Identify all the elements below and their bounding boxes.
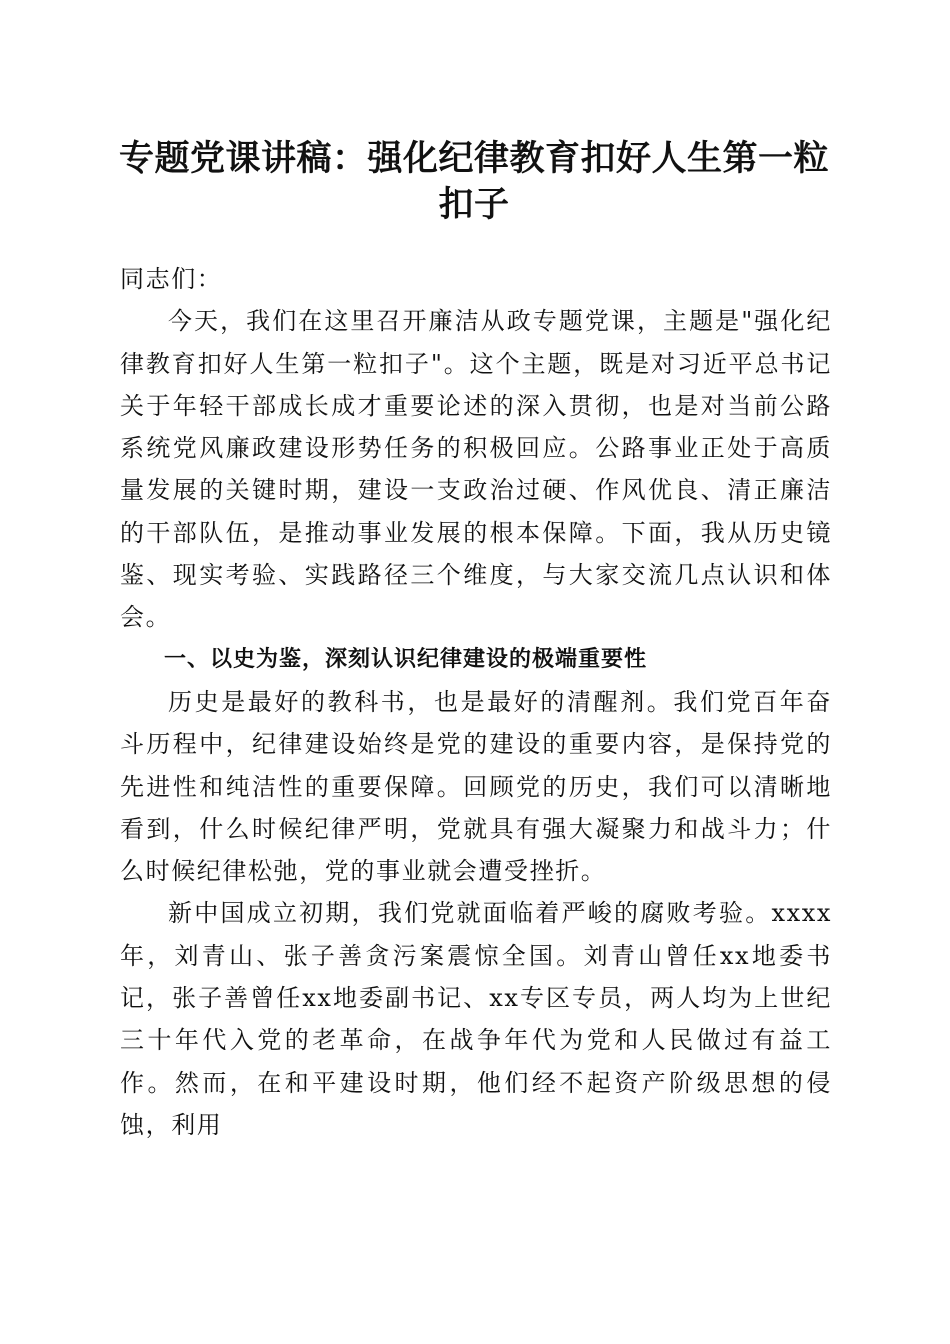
paragraph-intro: 今天，我们在这里召开廉洁从政专题党课，主题是"强化纪律教育扣好人生第一粒扣子"。这个主题，既是对习近平总书记关于年轻干部成长成才重要论述的深入贯彻，也是对当前公路系统党风廉政建设形势任务的积极回应。公路事业正处于高质量发展的关键时期，建设一支政治过硬、作风优良、清正廉洁的干部队伍，是推动事业发展的根本保障。下面，我从历史镜鉴、现实考验、实践路径三个维度，与大家交流几点认识和体会。 [120,307,832,632]
document-title: 专题党课讲稿：强化纪律教育扣好人生第一粒扣子 [118,138,829,225]
salutation: 同志们： [120,265,223,293]
section-heading: 一、以史为鉴，深刻认识纪律建设的极端重要性 [164,646,648,672]
paragraph-case: 新中国成立初期，我们党就面临着严峻的腐败考验。xxxx年，刘青山、张子善贪污案震惊全国。刘青山曾任xx地委书记，张子善曾任xx地委副书记、xx专区专员，两人均为上世纪三十年代入党的老革命，在战争年代为党和人民做过有益工作。然而，在和平建设时期，他们经不起资产阶级思想的侵蚀，利用 [120,899,832,1139]
document-body [120,258,832,1146]
paragraph-history: 历史是最好的教科书，也是最好的清醒剂。我们党百年奋斗历程中，纪律建设始终是党的建设的重要内容，是保持党的先进性和纯洁性的重要保障。回顾党的历史，我们可以清晰地看到，什么时候纪律严明，党就具有强大凝聚力和战斗力；什么时候纪律松弛，党的事业就会遭受挫折。 [120,687,832,886]
